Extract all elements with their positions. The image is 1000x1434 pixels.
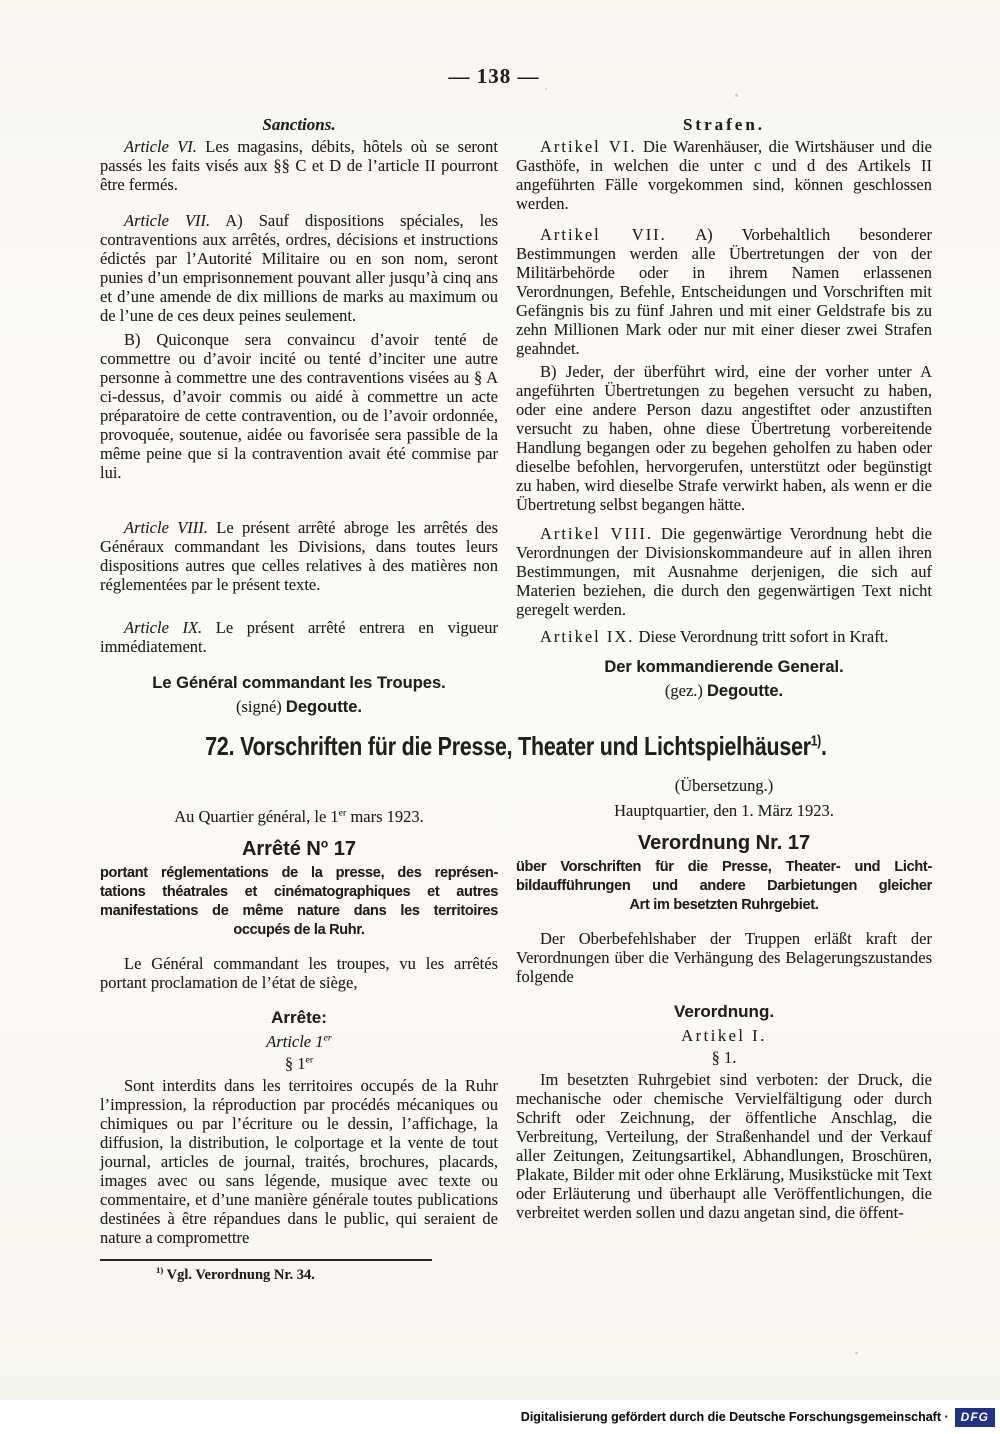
arrete-17-subtitle (100, 864, 498, 940)
arrete-17-title-sup: o (320, 836, 329, 851)
fr-article-viii (100, 518, 498, 594)
fr-article-vi (100, 137, 498, 194)
de-body-paragraph: Im besetzten Ruhrgebiet sind verboten: der Druck, die mechanische oder chemische Vervielfältigung oder durch Schrift oder Zeichnung, der öffentliche Anschlag, die Verbreitung, Verteilung, der Straßenhandel und der Verkauf aller Zeitungen, Zeitungsartikel, Abhandlungen, Broschüren, Plakate, Bilder mit oder ohne Erklärung, Musikstücke mit Text oder Erläuterung und überhaupt alle Veröffentlichungen, die verbreitet werden sollen und dazu angetan sind, die öffent- (516, 1070, 932, 1222)
french-column-top (100, 115, 498, 717)
verordnung-17-subtitle-line: bildaufführungen und andere Darbietungen gleicher (516, 878, 932, 894)
fr-dateline-text: Au Quartier général, le 1 (174, 807, 339, 826)
footnote-text-line (100, 1266, 498, 1285)
de-decree-word: Verordnung. (673, 1002, 775, 1021)
arrete-17-title-text: Arrêté N (241, 838, 321, 860)
de-artikel-ix-text: Diese Verordnung tritt sofort in Kraft. (638, 627, 889, 646)
fr-signed-prefix: (signé) (235, 697, 282, 716)
de-artikel-viii-text: Die gegenwärtige Verordnung hebt die Verordnungen der Divisionskommandeure auf in allen ihren Bestimmungen, mit Ausnahme derjenigen, die sich auf Materien beziehen, die durch den gegenwärtigen Text nicht geregelt werden. (516, 524, 932, 619)
scan-speck (735, 94, 738, 97)
fr-paragraph-1-label (100, 1054, 498, 1073)
bilingual-columns-top (100, 115, 932, 717)
de-paragraph-b: B) Jeder, der überführt wird, eine der vorher unter A angeführten Übertretungen zu begehen versucht zu haben, oder eine andere Person dazu angestiftet oder anzustiften versucht zu haben, ohne diese Übertretung vorbereitende Handlung begangen oder zu begehen geholfen zu haben oder dieselbe befohlen, hervorgerufen, unterstützt oder begünstigt zu haben, wird dieselbe Strafe verwirkt haben, als wenn er die Übertretung selbst begangen hätte. (516, 362, 932, 514)
fr-article-1-label (100, 1032, 498, 1051)
dfg-digitization-banner (0, 1400, 1000, 1434)
de-artikel-1-label: Artikel I. (681, 1026, 767, 1045)
strafen-heading: Strafen. (682, 115, 766, 134)
fr-article-1-sup: er (323, 1032, 332, 1044)
fr-paragraph-1-sup: er (305, 1054, 314, 1066)
fr-body-paragraph: Sont interdits dans les territoires occupés de la Ruhr l’impression, la réproduction par procédés mécaniques ou chimiques ou par l’écriture ou le dessin, l’affichage, la diffusion, la distribution, le colportage et la vente de tout journal, articles de journal, traités, brochures, placards, images avec ou sans légende, musique avec texte ou commentaire, et d’une manière générale toutes publications destinées à être répandues dans le public, qui seraient de nature a compromettre (100, 1076, 498, 1247)
page-number: — 138 — (448, 64, 540, 88)
fr-dateline (100, 807, 498, 826)
fr-signature-block (100, 674, 498, 717)
fr-article-viii-text: Le présent arrêté abroge les arrêtés des Généraux commandant les Divisions, dans toutes leurs dispositions autres que celles relatives à des matières non réglementées par le présent texte. (100, 518, 498, 594)
de-artikel-vii (516, 225, 932, 358)
fr-article-vi-label: Article VI. (124, 137, 197, 156)
de-dateline: Hauptquartier, den 1. März 1923. (614, 801, 834, 820)
bilingual-columns-decree-17 (100, 776, 932, 1285)
de-signature-role: Der kommandierende General. (604, 658, 844, 676)
de-signature-name: Degoutte. (707, 682, 784, 700)
de-artikel-vii-label: Artikel VII. (540, 225, 667, 244)
verordnung-17-subtitle-line: über Vorschriften für die Presse, Theater- und Licht- (516, 859, 932, 875)
fr-article-vii-label: Article VII. (124, 211, 211, 230)
dfg-logo: DFG (955, 1408, 995, 1427)
scan-speck (855, 1352, 858, 1354)
fr-intro-paragraph: Le Général commandant les troupes, vu les arrêtés portant proclamation de l’état de siège, (100, 954, 498, 992)
fr-signature-role: Le Général commandant les Troupes. (152, 674, 446, 692)
fr-article-1-text: Article 1 (266, 1032, 324, 1051)
fr-article-ix-label: Article IX. (124, 618, 203, 637)
french-column-decree-17 (100, 776, 498, 1285)
arrete-17-subtitle-line: tations théatrales et cinématographiques et autres (100, 884, 498, 900)
section-72-heading-footnote-ref: 1) (810, 733, 822, 750)
de-signed-prefix: (gez.) (664, 681, 703, 700)
de-artikel-vi-label: Artikel VI. (540, 137, 637, 156)
de-artikel-vi (516, 137, 932, 213)
de-intro-paragraph: Der Oberbefehlshaber der Truppen erläßt kraft der Verordnungen über die Verhängung des Belagerungszustandes folgende (516, 929, 932, 986)
fr-dateline-sup: er (338, 807, 347, 819)
german-column-top (516, 115, 932, 717)
fr-signature-line (100, 697, 498, 717)
fr-signature-name: Degoutte. (285, 698, 363, 716)
arrete-17-subtitle-line: manifestations de même nature dans les territoires (100, 903, 498, 919)
fr-article-vi-text: Les magasins, débits, hôtels où se seront passés les faits visés aux §§ C et D de l’article II pourront être fermés. (100, 137, 498, 194)
section-72-heading-period: . (821, 731, 827, 761)
fr-article-ix-text: Le présent arrêté entrera en vigueur immédiatement. (100, 618, 498, 656)
fr-dateline-tail: mars 1923. (346, 807, 424, 826)
de-signature-block (516, 658, 932, 701)
de-signature-line (516, 681, 932, 701)
digitization-credit-text: Digitalisierung gefördert durch die Deutsche Forschungsgemeinschaft · (520, 1410, 949, 1424)
de-paragraph-1-label: § 1. (711, 1048, 737, 1067)
translation-note: (Übersetzung.) (674, 776, 774, 795)
de-artikel-viii-label: Artikel VIII. (540, 524, 653, 543)
footnote-rule (100, 1259, 432, 1261)
fr-decree-word: Arrête: (271, 1008, 327, 1027)
section-72-heading-text: 72. Vorschriften für die Presse, Theater und Lichtspielhäuser (205, 731, 811, 761)
footnote-text: Vgl. Verordnung Nr. 34. (166, 1267, 315, 1283)
fr-article-ix (100, 618, 498, 656)
de-artikel-vii-text: A) Vorbehaltlich besonderer Bestimmungen werden alle Übertretungen der von der Militärbehörde oder in ihrem Namen erlassenen Verordnungen, Befehle, Entscheidungen und Vorschriften mit Gefängnis bis zu fünf Jahren und mit einer Geldstrafe bis zu zehn Millionen Mark oder nur mit einer dieser zwei Strafen geahndet. (516, 225, 933, 358)
sanctions-heading: Sanctions. (262, 115, 336, 134)
verordnung-17-subtitle-line: Art im besetzten Ruhrgebiet. (629, 897, 819, 913)
fr-article-vii (100, 211, 498, 325)
fr-paragraph-1-text: § 1 (284, 1054, 306, 1073)
verordnung-17-subtitle (516, 858, 932, 915)
fr-paragraph-b: B) Quiconque sera convaincu d’avoir tenté de commettre ou d’avoir incité ou tenté d’inciter une autre personne à commettre une des contraventions visées au § A ci-dessus, d’avoir commis ou aidé à commettre un acte préparatoire de cette contravention, ou de l’avoir ordonnée, provoquée, soutenue, aidée ou favorisée sera passible de la même peine que si la contravention avait été commise par lui. (100, 330, 498, 482)
scan-speck (545, 88, 547, 90)
de-artikel-ix (516, 627, 932, 646)
footnote-block (100, 1259, 498, 1285)
arrete-17-title (100, 836, 498, 860)
arrete-17-subtitle-line: occupés de la Ruhr. (233, 922, 365, 938)
arrete-17-title-number: 17 (328, 838, 357, 860)
verordnung-17-title: Verordnung Nr. 17 (637, 832, 811, 854)
german-column-decree-17 (516, 776, 932, 1285)
footnote-marker: 1) (156, 1265, 164, 1276)
de-artikel-ix-label: Artikel IX. (540, 627, 635, 646)
de-artikel-viii (516, 524, 932, 619)
fr-article-vii-text: A) Sauf dispositions spéciales, les contraventions aux arrêtés, ordres, décisions et instructions édictés par l’Autorité Militaire ou en son nom, seront punies d’un emprisonnement pouvant aller jusqu’à cinq ans et d’une amende de dix millions de marks au maximum ou de l’une de ces deux peines seulement. (100, 211, 499, 325)
de-artikel-vi-text: Die Warenhäuser, die Wirtshäuser und die Gasthöfe, in welchen die unter c und d des Artikels II angeführten Fälle vorgekommen sind, können geschlossen werden. (516, 137, 932, 213)
section-72-heading (175, 731, 857, 762)
arrete-17-subtitle-line: portant réglementations de la presse, des représen- (100, 865, 498, 881)
fr-article-viii-label: Article VIII. (124, 518, 208, 537)
